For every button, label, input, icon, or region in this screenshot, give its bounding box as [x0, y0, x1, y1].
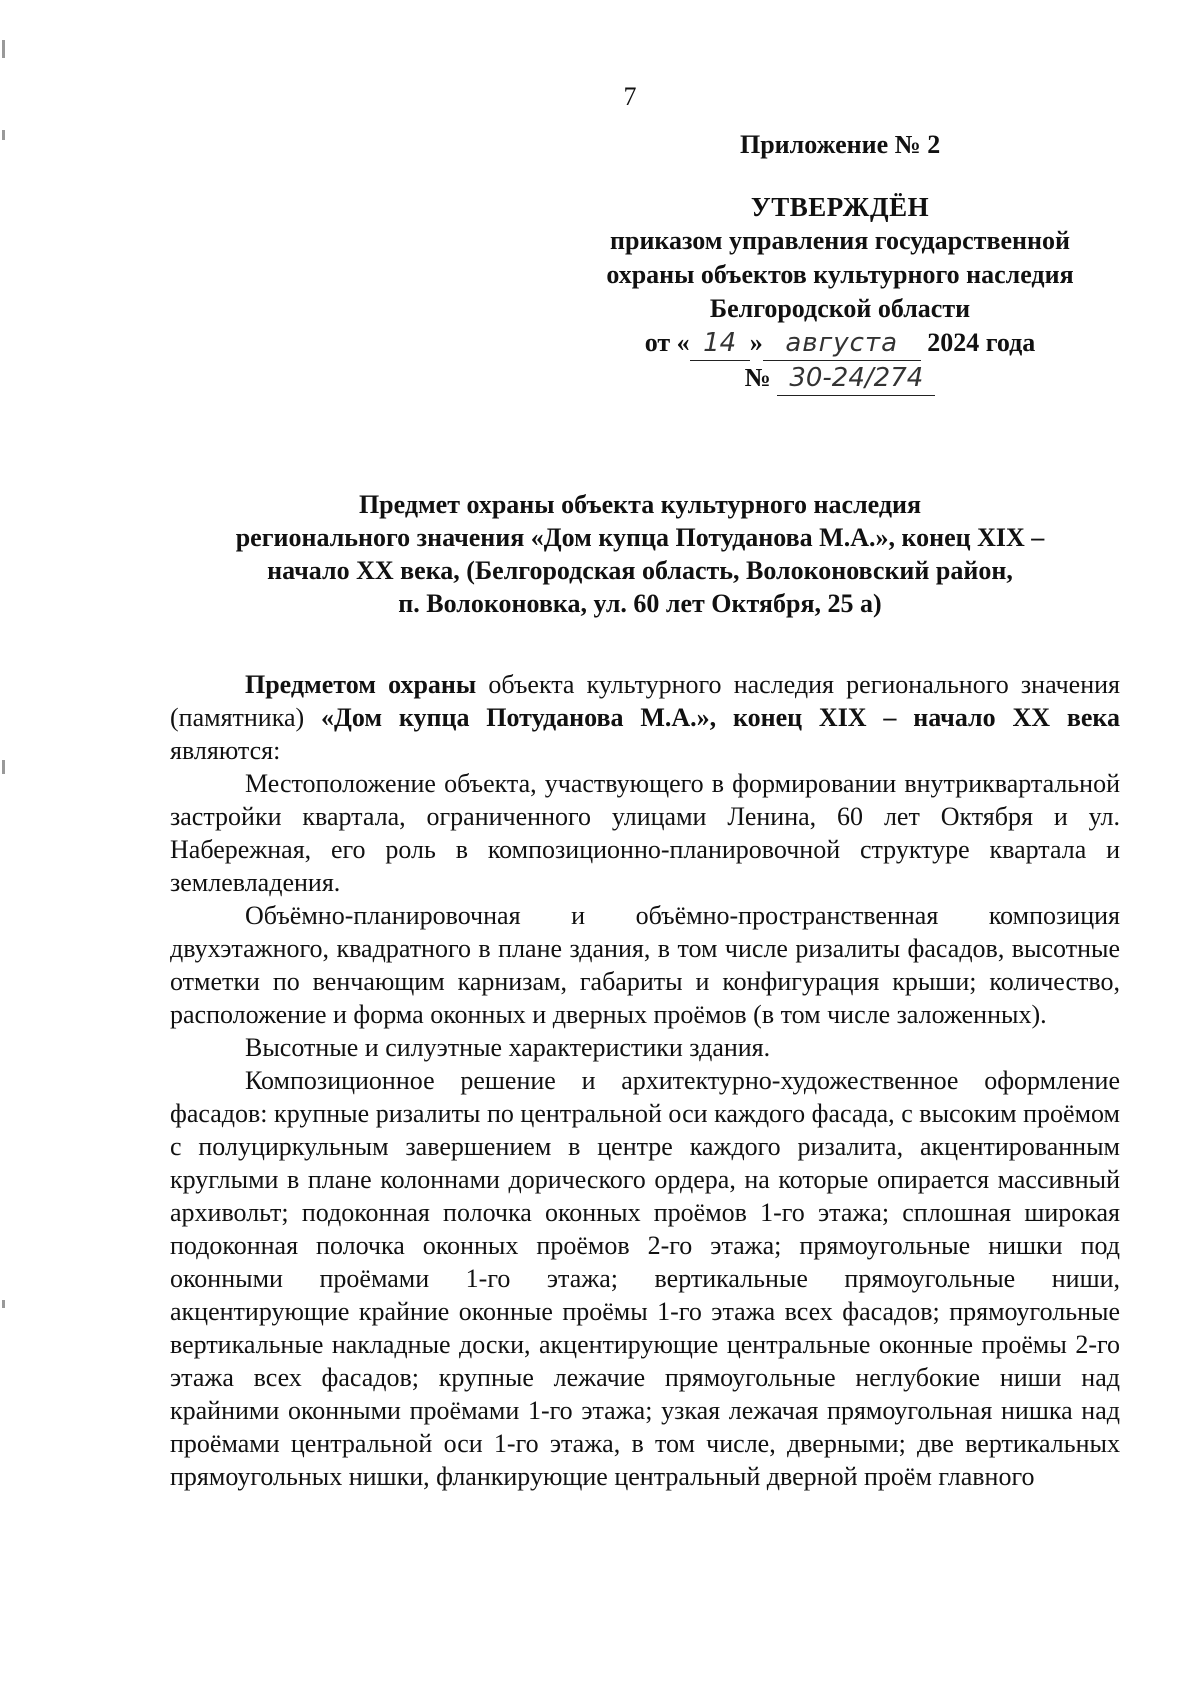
paragraph-text: объекта культурного наследия регионального значения (памятника) — [170, 670, 1120, 732]
paragraph: Композиционное решение и архитектурно-художественное оформление фасадов: крупные ризалиты по центральной оси каждого фасада, с высоким проёмом с полуциркульным завершением в центре каждого ризалита, акцентированным круглыми в плане колоннами дорического ордера, на которые опирается массивный архивольт; подоконная полочка оконных проёмов 1-го этажа; сплошная широкая подоконная полочка оконных проёмов 2-го этажа; прямоугольные нишки под оконными проёмами 1-го этажа; вертикальные прямоугольные ниши, акцентирующие крайние оконные проёмы 1-го этажа всех фасадов; прямоугольные вертикальные накладные доски, акцентирующие центральные оконные проёмы 2-го этажа всех фасадов; крупные лежачие прямоугольные неглубокие ниши над крайними оконными проёмами 1-го этажа; узкая лежачая прямоугольная нишка над проёмами центральной оси 1-го этажа, в том числе, дверными; две вертикальных прямоугольных нишки, фланкирующие центральный дверной проём главного — [170, 1066, 1120, 1491]
page-number: 7 — [623, 82, 637, 111]
paragraph-text: являются: — [170, 736, 281, 765]
number-prefix: № — [744, 363, 771, 392]
order-number-line — [560, 361, 1120, 396]
bold-lead: Предметом охраны — [245, 670, 477, 699]
title-line: начало XX века, (Белгородская область, Волоконовский район, — [267, 556, 1013, 585]
paragraph: Высотные и силуэтные характеристики здания. — [245, 1033, 771, 1062]
paragraph: Объёмно-планировочная и объёмно-пространственная композиция двухэтажного, квадратного в плане здания, в том числе ризалиты фасадов, высотные отметки по венчающим карнизам, габариты и конфигурация крыши; количество, расположение и форма оконных и дверных проёмов (в том числе заложенных). — [170, 901, 1120, 1029]
handwritten-month: августа — [763, 326, 921, 361]
scan-edge-marks — [0, 0, 8, 1697]
date-mid: » — [749, 328, 763, 357]
document-body — [170, 668, 1120, 1493]
title-line: Предмет охраны объекта культурного наследия — [358, 490, 922, 519]
appendix-label: Приложение № 2 — [740, 130, 941, 159]
date-year: 2024 года — [927, 328, 1036, 357]
handwritten-day: 14 — [690, 326, 750, 361]
approval-stamp-block — [560, 128, 1120, 396]
object-name-bold: «Дом купца Потуданова М.А.», конец XIX – начало XX века — [320, 703, 1121, 732]
approved-title: УТВЕРЖДЁН — [750, 192, 930, 222]
handwritten-order-number: 30-24/274 — [777, 361, 935, 396]
paragraph-intro — [170, 668, 1120, 767]
date-prefix: от « — [644, 328, 690, 357]
document-title — [160, 488, 1120, 620]
order-date-line — [560, 326, 1120, 361]
issuer-line: охраны объектов культурного наследия — [606, 260, 1074, 289]
issuer-line: приказом управления государственной — [610, 226, 1070, 255]
title-line: п. Волоконовка, ул. 60 лет Октября, 25 а) — [398, 589, 882, 618]
paragraph: Местоположение объекта, участвующего в формировании внутриквартальной застройки квартала, ограниченного улицами Ленина, 60 лет Октября и ул. Набережная, его роль в композиционно-планировочной структуре квартала и землевладения. — [170, 769, 1120, 897]
title-line: регионального значения «Дом купца Потуданова М.А.», конец XIX – — [235, 523, 1045, 552]
issuer-line: Белгородской области — [709, 294, 971, 323]
